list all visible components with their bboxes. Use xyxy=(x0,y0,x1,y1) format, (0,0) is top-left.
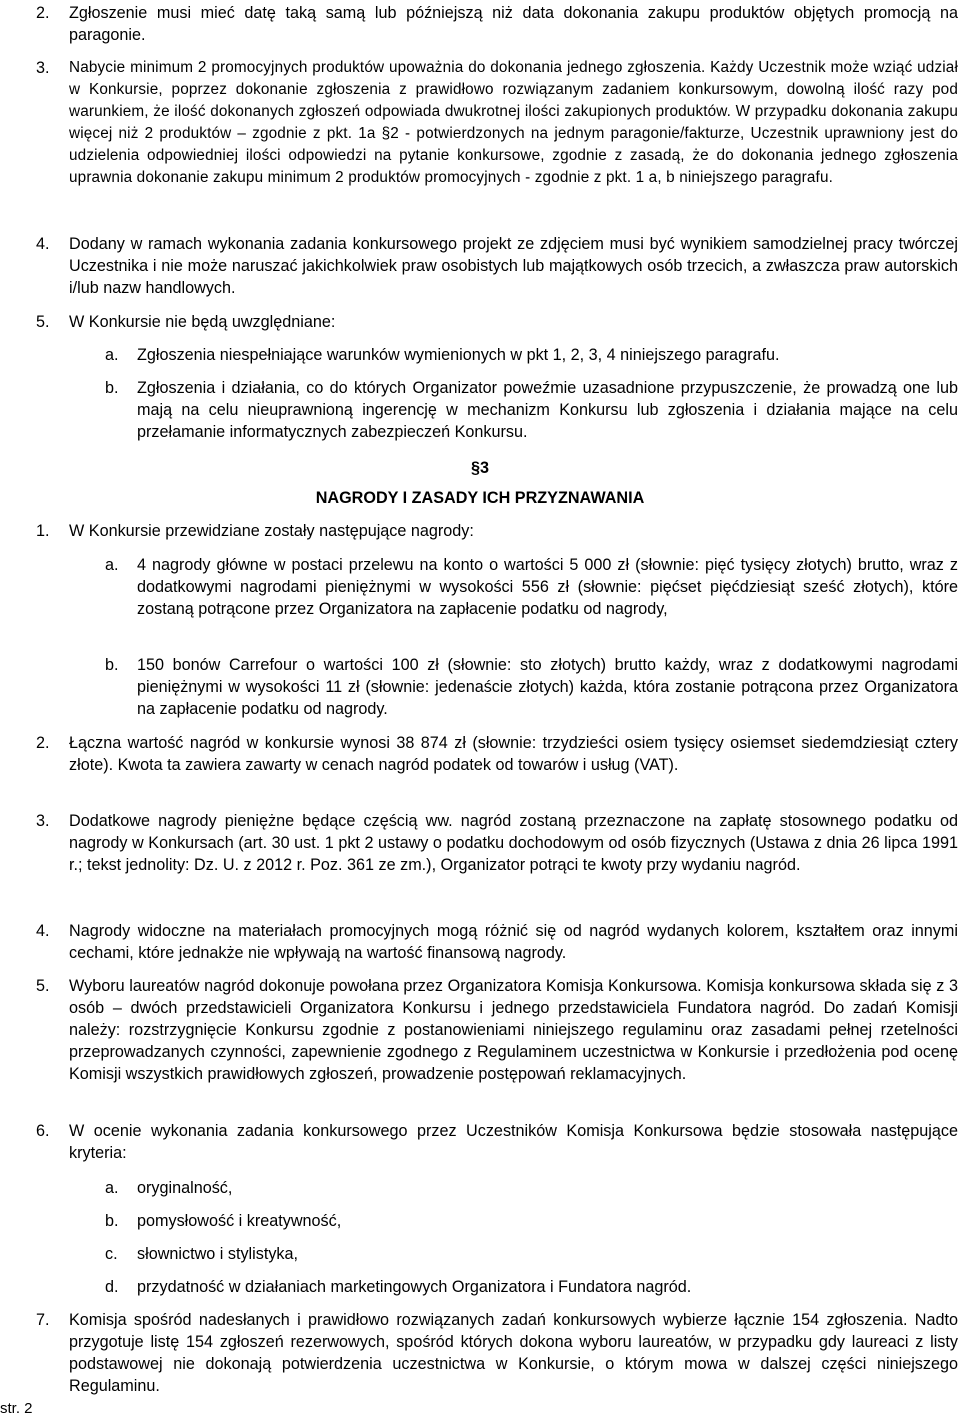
item-number: 1. xyxy=(36,522,50,540)
list-item-3-tax xyxy=(36,810,958,876)
item-text: W Konkursie przewidziane zostały następujące nagrody: xyxy=(69,522,474,540)
item-text: Łączna wartość nagród w konkursie wynosi 38 874 zł (słownie: trzydzieści osiem tysięcy osiemset siedemdziesiąt cztery złote). Kwota ta zawiera zawarty w cenach nagród podatek od towarów i usług (VAT). xyxy=(69,734,958,774)
sub-item-5a xyxy=(105,344,958,366)
item-letter: b. xyxy=(105,379,119,397)
item-number: 5. xyxy=(36,977,50,995)
item-number: 4. xyxy=(36,922,50,940)
list-item-4-prize-appearance xyxy=(36,920,958,964)
sub-item-5b xyxy=(105,377,958,443)
list-item-2-entry-date xyxy=(36,2,958,46)
list-item-1-prizes xyxy=(36,520,958,542)
section-title: NAGRODY I ZASADY ICH PRZYZNAWANIA xyxy=(315,489,645,507)
item-text: Dodatkowe nagrody pieniężne będące częścią ww. nagród zostaną przeznaczone na zapłatę stosownego podatku od nagrody w Konkursach (art. 30 ust. 1 pkt 2 ustawy o podatku dochodowym od osób fizycznych (Ustawa z dnia 26 lipca 1991 r.; tekst jednolity: Dz. U. z 2012 r. Poz. 361 ze zm.), Organizator potrąci te kwoty przy wydaniu nagród. xyxy=(69,812,958,874)
item-text: słownictwo i stylistyka, xyxy=(137,1245,299,1263)
item-text: 150 bonów Carrefour o wartości 100 zł (słownie: sto złotych) brutto każdy, wraz z dodatkowymi nagrodami pieniężnymi w wysokości 11 zł (słownie: jedenaście złotych) każda, która zostanie potrącona przez Organizatora na zapłacenie podatku od nagrody. xyxy=(137,656,958,718)
item-number: 2. xyxy=(36,4,50,22)
item-text: W Konkursie nie będą uwzględniane: xyxy=(69,313,336,331)
item-text: Wyboru laureatów nagród dokonuje powołana przez Organizatora Komisja Konkursowa. Komisja konkursowa składa się z 3 osób – dwóch przedstawicieli Organizatora Konkursu i jednego przedstawiciela Fundatora nagród. Do zadań Komisji należy: rozstrzygnięcie Konkursu zgodnie z postanowieniami niniejszego regulaminu oraz zasadami pełnej rzetelności przeprowadzanych czynności, zapewnienie zgodnego z Regulaminem uczestnictwa w Konkursie i przedłożenia pod ocenę Komisji wszystkich prawidłowych zgłoszeń, prowadzenie postępowań reklamacyjnych. xyxy=(69,977,958,1083)
list-item-6-criteria xyxy=(36,1120,958,1164)
item-number: 7. xyxy=(36,1311,50,1329)
item-text: oryginalność, xyxy=(137,1179,233,1197)
sub-item-1b-vouchers xyxy=(105,654,958,720)
list-item-7-selection xyxy=(36,1309,958,1397)
item-text: W ocenie wykonania zadania konkursowego przez Uczestników Komisja Konkursowa będzie stosowała następujące kryteria: xyxy=(69,1122,958,1162)
list-item-2-total-value xyxy=(36,732,958,776)
sub-item-1a-main-prizes xyxy=(105,554,958,620)
page-number: str. 2 xyxy=(0,1400,33,1417)
item-text: 4 nagrody główne w postaci przelewu na konto o wartości 5 000 zł (słownie: pięć tysięcy złotych) brutto, wraz z dodatkowymi nagrodami pieniężnymi w wysokości 556 zł (słownie: pięćset pięćdziesiąt sześć złotych), które zostaną potrącone przez Organizatora na zapłacenie podatku od nagrody, xyxy=(137,556,958,618)
item-text: Nabycie minimum 2 promocyjnych produktów upoważnia do dokonania jednego zgłoszenia. Każdy Uczestnik może wziąć udział w Konkursie, poprzez dokonanie zgłoszenia z prawidłowo rozwiązanym zadaniem konkursowym, dowolną ilość razy pod warunkiem, że ilość dokonanych zgłoszeń odpowiada dwukrotnej ilości zakupionych produktów. W przypadku dokonania zakupu więcej niż 2 produktów – zgodnie z pkt. 1a §2 - potwierdzonych na jednym paragonie/fakturze, Uczestnik uprawniony jest do udzielenia odpowiedniej ilości odpowiedzi na pytanie konkursowe, zgodnie z zasadą, że do dokonania jednego zgłoszenia uprawnia dokonanie zakupu minimum 2 produktów promocyjnych - zgodnie z pkt. 1 a, b niniejszego paragrafu. xyxy=(69,59,958,186)
list-item-3-minimum-purchase xyxy=(36,57,958,189)
item-letter: d. xyxy=(105,1278,119,1296)
item-letter: a. xyxy=(105,556,119,574)
item-number: 3. xyxy=(36,59,50,77)
list-item-5-excluded xyxy=(36,311,958,333)
item-letter: b. xyxy=(105,656,119,674)
item-text: Nagrody widoczne na materiałach promocyjnych mogą różnić się od nagród wydanych kolorem, kształtem oraz innymi cechami, które jednakże nie wpływają na wartość finansową nagrody. xyxy=(69,922,958,962)
item-letter: b. xyxy=(105,1212,119,1230)
section-symbol: §3 xyxy=(470,459,489,477)
sub-item-6b xyxy=(105,1210,958,1232)
item-number: 5. xyxy=(36,313,50,331)
item-number: 6. xyxy=(36,1122,50,1140)
list-item-5-commission xyxy=(36,975,958,1085)
item-number: 2. xyxy=(36,734,50,752)
item-text: Dodany w ramach wykonania zadania konkursowego projekt ze zdjęciem musi być wynikiem samodzielnej pracy twórczej Uczestnika i nie może naruszać jakichkolwiek praw osobistych lub majątkowych osób trzecich, a zwłaszcza praw autorskich i/lub nazw handlowych. xyxy=(69,235,958,297)
sub-item-6d xyxy=(105,1276,958,1298)
sub-item-6a xyxy=(105,1177,958,1199)
item-text: Zgłoszenia i działania, co do których Organizator poweźmie uzasadnione przypuszczenie, że prowadzą one lub mają na celu nieuprawnioną ingerencję w mechanizm Konkursu lub zgłoszenia i działania mające na celu przełamanie informatycznych zabezpieczeń Konkursu. xyxy=(137,379,958,441)
item-letter: a. xyxy=(105,346,119,364)
item-number: 4. xyxy=(36,235,50,253)
item-text: przydatność w działaniach marketingowych Organizatora i Fundatora nagród. xyxy=(137,1278,692,1296)
list-item-4-original-work xyxy=(36,233,958,299)
item-letter: c. xyxy=(105,1245,118,1263)
item-text: Zgłoszenie musi mieć datę taką samą lub późniejszą niż data dokonania zakupu produktów objętych promocją na paragonie. xyxy=(69,4,958,44)
sub-item-6c xyxy=(105,1243,958,1265)
item-letter: a. xyxy=(105,1179,119,1197)
item-number: 3. xyxy=(36,812,50,830)
item-text: Zgłoszenia niespełniające warunków wymienionych w pkt 1, 2, 3, 4 niniejszego paragrafu. xyxy=(137,346,780,364)
item-text: pomysłowość i kreatywność, xyxy=(137,1212,342,1230)
item-text: Komisja spośród nadesłanych i prawidłowo rozwiązanych zadań konkursowych wybierze łącznie 154 zgłoszenia. Nadto przygotuje listę 154 zgłoszeń rezerwowych, spośród których dokona wyboru laureatów, w przypadku gdy laureaci z listy podstawowej nie dokonają potwierdzenia uczestnictwa w Konkursie, o którym mowa w dalszej części niniejszego Regulaminu. xyxy=(69,1311,958,1395)
